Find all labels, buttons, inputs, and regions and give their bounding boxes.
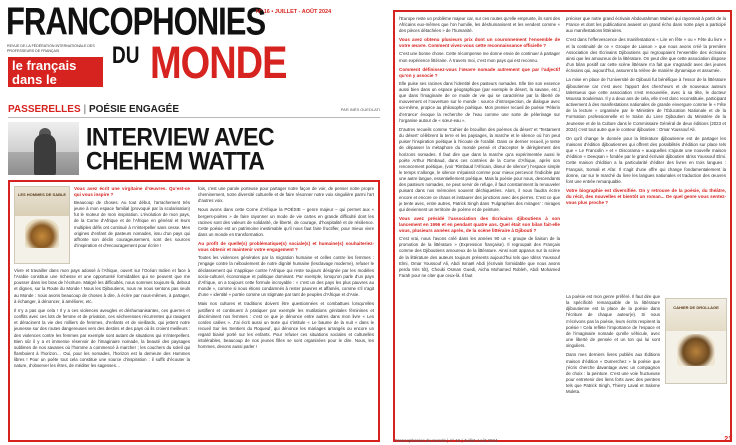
masthead <box>0 0 390 98</box>
paragraph: Elle puise ses racines dans l’identité des pasteurs nomades. Elle tire son essence aussi bien dans un espace géographique (par exemple le désert, la savane, etc.) que dans l’imaginaire de ce mode de vie qui se caractérise par la liberté de mouvement et l’ouverture sur le monde : source d’introspection, de dialogue avec soi-même, propice au philosophe poétique. Mon premier recueil de poésie ‘Pèlerin d’errance’ évoque la recherche de l’eau comme une sorte de pèlerinage sur l’organise autour de « sœur-eau ». <box>399 80 560 123</box>
question: Comment définissez-vous l’œuvre nomade autrement que par l’adjectif qu’on y associe ? <box>399 66 560 78</box>
magazine-title-du: DU <box>112 42 140 69</box>
paragraph: Vivre et travailler dans mon pays adossé à l’Afrique, ouvert sur l’Océan Indien et face à l’Arabie constitue une richesse et une opportunité formidables qui ne peuvent que me pousser dans les bras de l’écriture. Malgré les difficultés, nous sommes toujours-là, debout et dignes, sur la Route du Monde ! Nous les Djiboutiens, nous ne nous sentons pas seuls au Monde : nous avons beaucoup de choses à dire, à écrire par nous-mêmes, à partager, à échanger, à dénoncer, à améliorer, etc. <box>14 268 190 304</box>
question: Votre biographie est diversifiée. On y retrouve de la poésie, du théâtre, du récit, des nouvelles et bientôt un roman... De quel genre vous sentez-vous plus proche ? <box>566 188 726 206</box>
fdlm-logo <box>8 57 103 100</box>
section-subtitle: POÉSIE ENGAGÉE <box>88 104 180 115</box>
paragraph: Nous avons dans cette Corne d’Afrique la POÉSIE – genre majeur – qui permet aux « bergers-poètes » de faire rayonner un mode de vie cartes en grande difficulté dont les racines sont des valeurs de solidarité, de liberté, de courage, d’hospitalité et de résilience. Cette poésie est un patrimoine inestimable qu’il nous faut faire fructifier, pour mieux vivre dans un monde en transformation. <box>198 207 374 238</box>
left-column-2 <box>198 186 374 438</box>
section-rubrique: PASSERELLES <box>8 104 81 115</box>
paragraph: fois, c’est une parole porteuse pour partager notre façon de voir, de penser notre propre cheminement, notre diversité culturelle et de faire résonner notre voix singulière parmi l’art d’autres voix. <box>198 186 374 204</box>
paragraph: C’est une bonne chose. Cette récompense me donne envie de continuer à partager mon expérience littéraire. À travers moi, c’est mon pays qui est reconnu. <box>399 51 560 63</box>
right-column-2b <box>566 294 660 438</box>
book-cover-title-right: CAHIER DE DROLLAGE <box>673 304 719 310</box>
paragraph: La mise en place de l’Université de Djibouti fut bénéfique à l’essor de la littérature djiboutienne car c’est avec l’apport des chercheurs et de nouveaux auteurs talentueux que cette association s’est renouvelée, avec à sa tête, le docteur Moussa Souleiman. Il y a deux ans de cela, elle s’est donc reconstituée, participant activement à des manifestations nationales de grande envergure comme le « Fête de la lecture » organisée par le Ministère de l’Éducation Nationale et de la Formation professionnelle et le Salon du Livre Djiboutien du Ministère de la Jeunesse et de la Culture dans le Commissaire Général de deux éditions (2023 et 2024) c’est tout autre que le conteur djiboutien : Omar Youssouf Ali. <box>566 77 726 132</box>
headline-line-2: CHEHEM WATTA <box>86 146 265 175</box>
headline-line-1: INTERVIEW AVEC <box>86 122 275 151</box>
logo-line-2: dans le monde <box>12 72 57 100</box>
section-header <box>8 104 380 118</box>
question: Vous avez écrit une virgitaine d’œuvres. Qu’est-ce qui vous inspire ? <box>74 186 190 197</box>
paragraph: Dans mes derniers livres publiés aux Éditions maison d’édition « Dumerchez » la poésie que j’écris cherche davantage avec un compagnon de choix : la peinture. C’est une voie fructueuse pour entretenir des liens forts avec des peintres tels que Patrick Singh, Thierry Laval et Salome Muleta. <box>566 352 660 395</box>
article-frame-right <box>393 10 732 442</box>
magazine-tagline: REVUE DE LA FÉDÉRATION INTERNATIONALE DES PROFESSEURS DE FRANÇAIS <box>7 44 95 53</box>
footer-publication: Francophonies du monde | n° 16 | Juillet-Août 2024 <box>395 438 498 443</box>
magazine-title: FRANCOPHONIES <box>6 0 266 44</box>
paragraph: Il n’y a pas que cela ! Il y a ces violences aveugles et déshumanisantes, ces guerres et conflits avec ces lots de femme et de privation, ces sécheresses récurrentes qui ravagent et déracinent la vie des milliers de femmes, d’enfants et de vieillards, qui jettent notre jeunesse sur des routes dangereuses vers des destins et des pays où ils croient meilleurs : des violences contre les femmes par exemple sont autant de situations qui m’interpellent. Bien sûr il y a et immense réservoir de l’imaginaire nomade, la beauté des paysages sublimes de nos savanes où l’homme a commencé à marcher ; les couchers du soleil qui flamboient à l’horizon… Oui, pour les nomades, l’horizon est la demeure des Hommes libres ! Pour un poète tout cela constitue une source d’inspiration : il suffit d’écouter la nature, d’observer les êtres, de méditer les sagesses… <box>14 307 190 369</box>
issue-number: N° 16 • JUILLET - AOÛT 2024 <box>256 9 332 15</box>
question: Au profit de quelle(s) problématique(s) sociale(s) et humaine(s) souhaiteriez-vous obtenir et maintenir votre engagement ? <box>198 241 374 253</box>
section-separator: | <box>83 104 87 115</box>
magazine-title-monde: MONDE <box>150 38 287 89</box>
paragraph: Toutes les violences générales par la migration humaine et celles contre les femmes : j’engage contre la néboulement de notre dignité humaine (lesclavage moderne), refuser le déclassement qui s’applique contre l’Afrique qui reste toujours désignée par les modèles socio-culturel, économique et politique dominant. Par exemple, lorsqu’on parle d’un pays d’Afrique, on a toujours cette formule incroyable : « c’est un des pays les plus pauvres au monde », comme si nous étions condamnés à rester pauvres et affamés, comme s’il s’agit d’une « identité » portée comme un stigmate par tant de peuples d’Afrique et d’Asie. <box>198 255 374 298</box>
author-photo <box>8 122 79 175</box>
book-cover-title: LES HOMMES DE SABLE <box>17 192 67 198</box>
paragraph: C’est vrai, nous l’avons créé dans les années 90 un « groupe de liaison de la promotion de la littérature » (Expression française). Il regroupait des Français comme des Djiboutiens amoureux de la littérature. Ainsi sont apparus sur la scène de la littérature des auteurs toujours présents aujourd’hui tels que Idriss Youssouf Elmi, Omar Youssouf Ali, Abdi Ismaël Abdi (écrivain formidable que nous avons perdu très tôt), Chouki Osman Guedi, Aicha Mohamed Robleh, Abdi Mohamed Farah pour ne citer que ceux-là. Il faut <box>399 236 560 278</box>
paragraph: C’est dans l’effervescence des manifestations « Lire en fête » ou « Fête du livre » et la continuité de ce « Groupe de Liaison » que nous avons créé la première Association des Écrivains Djiboutiens qui regroupaient l’ensemble des écrivains ainsi que les amoureux de la littérature. On peut dire que cette association dispose d’un bilan positif car cette scène littéraire n’a fait que s’agrandir avec des jeunes écrivains qui, aujourd’hui, assurent la relève de manière dynamique et assumée. <box>566 37 726 74</box>
paragraph: Beaucoup de choses. Au tout début, l’arrachement très jeune à mon espace familial (provoqué par la scolarisation) fut le moteur de mon inspiration. L’évolution de mon pays, de la Corne d’Afrique et de l’Afrique en général et leurs multiples défis ont continué à m’interpeller sans cesse. Mes origines d’enfant de pasteurs nomades, issu d’un pays qui affronte son déclin courageusement, sont des sources d’inspiration et d’encouragement pour écrire ! <box>74 200 190 249</box>
paragraph: Mais nos cultures et traditions doivent être questionnées et combattues lorsqu’elles justifient et continuent à pratiquer par exemple les mutilations génitales féminines et discriminent nos femmes : c’est ce que je dénonce entre autres dans mon livre « Les cordes calées ». J’ai écrit aussi un texte qui s’intitule « Le baume de la nuit » dans le recueil Sur les Sentiers du Roqueuf, qui dénonce les mariages arrangés ou encore un regard biaisé porté sur les enfants. Pour refuser ces situations sociales et culturelles intolérables, beaucoup de nos jeunes filles se sont organisées pour le dire. Nous, les hommes, devons aussi parler ! <box>198 301 374 350</box>
question: Vous avez présidé l’association des Écrivains djiboutiens à son lancement en 1996 et en pendant quatre ans. Quel était son bilan fait-elle vous, plusieurs années après, de la scène littéraire à Djibouti ? <box>399 216 560 234</box>
paragraph: l’Europe reste un problème majeur car, sur ces routes qu’elle emprunte, ils sont des Africains eux-mêmes que l’on humilie, les déshumanisent et les vendent comme « des pièces détachées » de l’humanité. <box>399 16 560 34</box>
left-column-intro <box>74 186 190 268</box>
paragraph: préciser que notre grand écrivain Abdourahman Waberi qui rayonnait à partir de la France et dont les publications avaient un grand écho dans notre pays a participé aux manifestations littéraires. <box>566 16 726 34</box>
byline: PAR INÈS GUEDLATI <box>340 107 380 112</box>
question: Vous avez obtenu plusieurs prix dont un couronnement l’ensemble de votre œuvre. Comment vivez-vous cette reconnaissance officielle ? <box>399 37 560 49</box>
right-column-1 <box>399 16 560 438</box>
paragraph: La poésie est mon genre préféré. Il faut dire que la spécificité remarquable de la littérature djiboutienne est la place de la poésie dans l’écriture de chaque auteur(e). Si nous n’écrivons pas la poésie, leurs écrits respirent la poésie ! Cela reflète l’importance de l’espace et de l’imaginaire nomade qu’elle véhicule, avec une liberté de pensée et un ton qui lui sont singuliers. <box>566 294 660 349</box>
logo-line-1: le français <box>12 58 77 73</box>
article-headline <box>86 122 275 175</box>
paragraph: On qu’il change le donnée pour la littérature djiboutienne est de partager les maisons d’édition djiboutiennes qui offrent des possibilités d’édition sur place tels que « Le Francolin » et « Discorama » auxquelles s’ajoute une nouvelle maison d’édition « Deeqsan » fondée par le grand écrivain djiboutien Idriss Youssouf Elmi. Cette maison d’édition a la particularité d’éditer des livres en trois langues : Français, Somali et Afar. Il s’agit d’une offre qui change fondamentalement la donne, car sur le marché du livre les langues nationales et traduction des œuvres font une entrée remarquable. <box>566 135 726 184</box>
page-number: 21 <box>724 436 732 443</box>
article-frame-left <box>8 180 380 442</box>
left-column-1 <box>14 268 190 438</box>
book-cover-image <box>14 186 70 264</box>
paragraph: D’autres recueils comme ‘Cahier de brouillon des poèmes du désert’ et ‘Testament du désert’ célèbrent la terre et les paysages, la marche et le silence où l’on peut puiser l’inspiration poétique à l’écoute de l’oralité. Dans ce dernier recueil, je tente de dépasser la métaphore du monde pensé et d’accepter le dérèglement des horizons nomades. Il faut dire que dans la marche qu’a expérimentée aussi le poète Arthur Rimbaud, dans ces contrées de la Corne d’Afrique, après son renoncement poétique, (voir ‘Rimbaud l’Africain, diseur de silence’) l’espace simple le temps s’allonge, le silence s’épaissit comme pour mieux percevoir l’indicible par une autre langue, essentiellement poétique. Mais la poésie pour nous, descendants des pasteurs nomades, ne peut servir de refuge, il faut constamment la renouveler puisant dans nos mémoires souvent déchiquetées. Alors, il nous faudra écrire encore et encore ce chaos et instaurer des jonctions avec des pierres. C’est ce que je tente avec, entre autres, Patrick Singh dans ‘Fulgraphies des mirages’ : mirages qui deviennent un territoire de poème et de peinture. <box>399 126 560 212</box>
right-column-2 <box>566 16 726 292</box>
book-cover-image-right <box>665 298 727 384</box>
page-footer <box>395 438 732 445</box>
